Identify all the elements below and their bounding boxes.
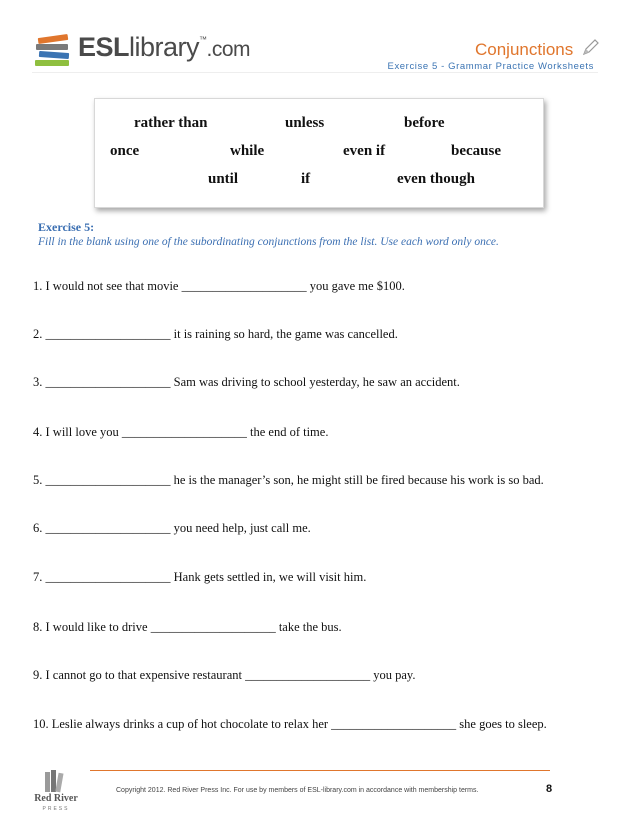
exercise-sentence: 3. ____________________ Sam was driving to school yesterday, he saw an accident. — [33, 375, 460, 389]
word-bank-item: even though — [397, 171, 475, 187]
word-bank-item: because — [451, 143, 501, 159]
page-number: 8 — [546, 783, 553, 795]
red-river-press-logo — [32, 768, 80, 818]
exercise-sentence: 10. Leslie always drinks a cup of hot chocolate to relax her ____________________ she goes to sleep. — [33, 717, 547, 731]
exercise-sentence: 7. ____________________ Hank gets settled in, we will visit him. — [33, 570, 367, 584]
word-bank-item: if — [301, 171, 311, 187]
exercise-instructions: Fill in the blank using one of the subordinating conjunctions from the list. Use each word only once. — [38, 236, 499, 248]
word-bank-item: once — [110, 143, 140, 159]
word-bank-item: even if — [343, 143, 386, 159]
publisher-name: Red River — [34, 793, 78, 804]
word-bank-item: rather than — [134, 115, 208, 131]
worksheet-subtitle: Exercise 5 - Grammar Practice Worksheets — [387, 61, 594, 72]
word-bank-item: unless — [285, 115, 325, 131]
book-stack-icon — [42, 768, 68, 794]
word-bank-item: while — [230, 143, 265, 159]
logo-wordmark: ESLlibrary™.com — [78, 32, 251, 62]
copyright-text: Copyright 2012. Red River Press Inc. For use by members of ESL-library.com in accordance with membership terms. — [116, 787, 479, 794]
exercise-sentence: 8. I would like to drive ____________________ take the bus. — [33, 620, 342, 634]
esl-library-logo — [34, 30, 251, 74]
exercise-sentence: 1. I would not see that movie ____________________ you gave me $100. — [33, 279, 405, 293]
pencil-icon — [580, 38, 600, 58]
word-bank-box — [94, 98, 544, 208]
books-logo-icon — [34, 34, 74, 68]
exercise-sentence: 2. ____________________ it is raining so hard, the game was cancelled. — [33, 327, 398, 341]
exercise-sentence: 5. ____________________ he is the manager’s son, he might still be fired because his work is so bad. — [33, 473, 544, 487]
footer-divider — [90, 770, 550, 771]
exercise-sentence: 9. I cannot go to that expensive restaurant ____________________ you pay. — [33, 668, 416, 682]
publisher-sub: PRESS — [42, 806, 70, 812]
header-divider — [32, 72, 598, 73]
exercise-sentence: 6. ____________________ you need help, just call me. — [33, 521, 311, 535]
word-bank-item: before — [404, 115, 445, 131]
exercise-title: Exercise 5: — [38, 220, 95, 234]
word-bank-item: until — [208, 171, 239, 187]
worksheet-title: Conjunctions — [475, 38, 600, 60]
exercise-sentence: 4. I will love you ____________________ the end of time. — [33, 425, 329, 439]
